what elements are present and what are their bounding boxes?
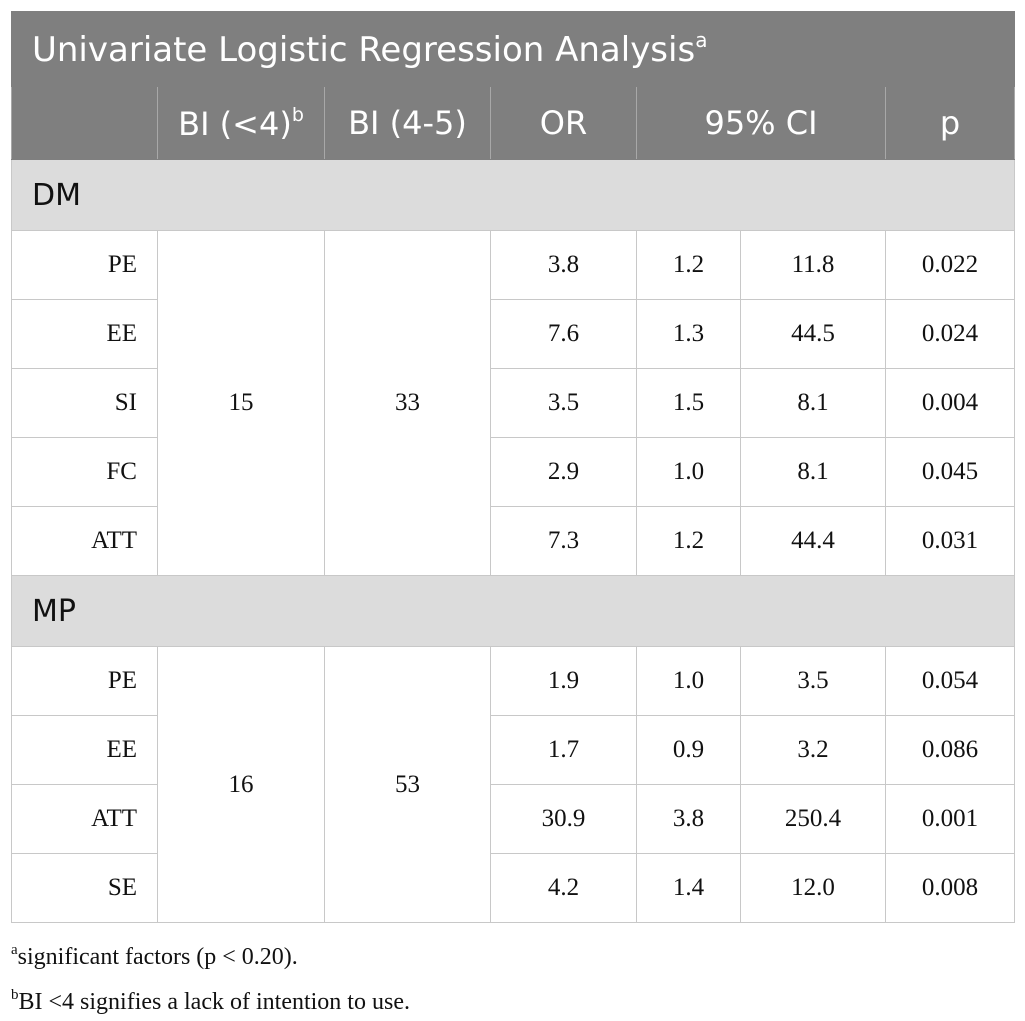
ci-low-value: 3.8 bbox=[637, 785, 741, 854]
bi-high-count: 53 bbox=[325, 647, 491, 923]
p-value: 0.004 bbox=[886, 369, 1015, 438]
or-value: 3.5 bbox=[491, 369, 637, 438]
row-label: ATT bbox=[12, 785, 158, 854]
group-row-dm bbox=[12, 160, 1015, 231]
header-bi-low bbox=[158, 87, 325, 160]
ci-high-value: 12.0 bbox=[741, 854, 886, 923]
footnote-b-mark: b bbox=[11, 987, 19, 1003]
ci-low-value: 1.0 bbox=[637, 647, 741, 716]
p-value: 0.031 bbox=[886, 507, 1015, 576]
row-label: EE bbox=[12, 716, 158, 785]
row-label: SI bbox=[12, 369, 158, 438]
or-value: 1.9 bbox=[491, 647, 637, 716]
row-label: SE bbox=[12, 854, 158, 923]
footnote-b-text: BI <4 signifies a lack of intention to use. bbox=[18, 989, 410, 1015]
row-label: FC bbox=[12, 438, 158, 507]
p-value: 0.022 bbox=[886, 231, 1015, 300]
header-ci: 95% CI bbox=[637, 87, 886, 160]
row-label: EE bbox=[12, 300, 158, 369]
footnote-a-mark: a bbox=[11, 942, 18, 958]
header-row bbox=[12, 87, 1015, 160]
p-value: 0.001 bbox=[886, 785, 1015, 854]
ci-low-value: 1.4 bbox=[637, 854, 741, 923]
group-row-mp bbox=[12, 576, 1015, 647]
or-value: 2.9 bbox=[491, 438, 637, 507]
header-or: OR bbox=[491, 87, 637, 160]
table-container bbox=[11, 11, 1014, 1021]
regression-table bbox=[11, 11, 1015, 923]
ci-high-value: 250.4 bbox=[741, 785, 886, 854]
ci-high-value: 44.4 bbox=[741, 507, 886, 576]
ci-low-value: 1.5 bbox=[637, 369, 741, 438]
bi-high-count: 33 bbox=[325, 231, 491, 576]
or-value: 7.3 bbox=[491, 507, 637, 576]
or-value: 4.2 bbox=[491, 854, 637, 923]
ci-low-value: 1.2 bbox=[637, 231, 741, 300]
ci-low-value: 1.0 bbox=[637, 438, 741, 507]
p-value: 0.086 bbox=[886, 716, 1015, 785]
ci-low-value: 1.3 bbox=[637, 300, 741, 369]
title-row bbox=[12, 12, 1015, 87]
title-footnote-mark: a bbox=[695, 28, 708, 52]
table-title-text: Univariate Logistic Regression Analysis bbox=[32, 30, 696, 70]
footnote-a bbox=[11, 931, 1014, 976]
row-label: ATT bbox=[12, 507, 158, 576]
footnote-b bbox=[11, 976, 1014, 1021]
header-bi-high: BI (4-5) bbox=[325, 87, 491, 160]
ci-high-value: 11.8 bbox=[741, 231, 886, 300]
header-bi-low-footnote: b bbox=[291, 103, 304, 126]
table-row bbox=[12, 647, 1015, 716]
ci-high-value: 8.1 bbox=[741, 369, 886, 438]
row-label: PE bbox=[12, 647, 158, 716]
header-empty bbox=[12, 87, 158, 160]
group-label: MP bbox=[12, 576, 1015, 647]
or-value: 30.9 bbox=[491, 785, 637, 854]
footnotes bbox=[11, 931, 1014, 1021]
bi-low-count: 16 bbox=[158, 647, 325, 923]
or-value: 7.6 bbox=[491, 300, 637, 369]
table-row bbox=[12, 231, 1015, 300]
group-label: DM bbox=[12, 160, 1015, 231]
header-bi-low-label: BI (<4) bbox=[178, 104, 292, 143]
p-value: 0.045 bbox=[886, 438, 1015, 507]
ci-low-value: 1.2 bbox=[637, 507, 741, 576]
ci-high-value: 3.2 bbox=[741, 716, 886, 785]
ci-high-value: 44.5 bbox=[741, 300, 886, 369]
row-label: PE bbox=[12, 231, 158, 300]
p-value: 0.008 bbox=[886, 854, 1015, 923]
or-value: 1.7 bbox=[491, 716, 637, 785]
bi-low-count: 15 bbox=[158, 231, 325, 576]
header-p: p bbox=[886, 87, 1015, 160]
p-value: 0.024 bbox=[886, 300, 1015, 369]
ci-high-value: 3.5 bbox=[741, 647, 886, 716]
ci-high-value: 8.1 bbox=[741, 438, 886, 507]
footnote-a-text: significant factors (p < 0.20). bbox=[17, 944, 298, 970]
or-value: 3.8 bbox=[491, 231, 637, 300]
p-value: 0.054 bbox=[886, 647, 1015, 716]
ci-low-value: 0.9 bbox=[637, 716, 741, 785]
table-title bbox=[12, 12, 1015, 87]
